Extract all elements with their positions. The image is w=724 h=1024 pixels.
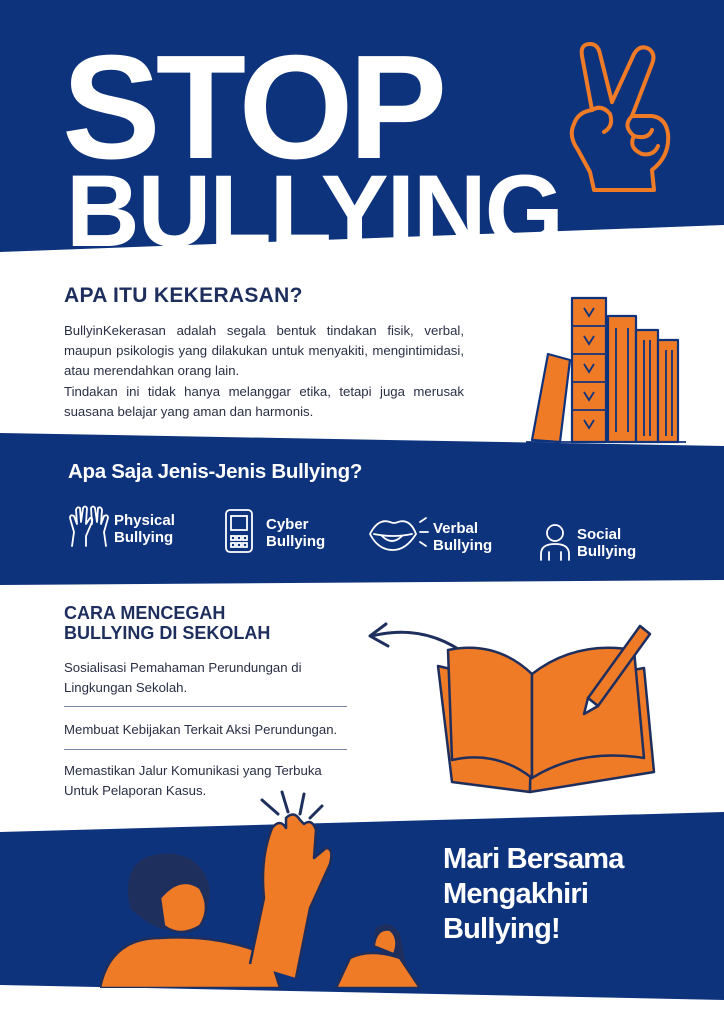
type-verbal-label	[433, 520, 492, 554]
about-heading: APA ITU KEKERASAN?	[64, 284, 303, 307]
phone-icon	[224, 508, 254, 554]
slogan-line1: Mari Bersama	[443, 843, 624, 875]
hero-title-stop: STOP	[62, 25, 443, 190]
about-paragraph-1: BullyinKekerasan adalah segala bentuk tindakan fisik, verbal, maupun psikologis yang dilakukan untuk menyakiti, mengintimidasi, atau merendahkan orang lain.	[64, 323, 464, 379]
type-physical-line1: Physical	[114, 512, 175, 529]
about-text	[64, 321, 464, 422]
type-social-line1: Social	[577, 526, 622, 543]
prevention-heading-line1: CARA MENCEGAH	[64, 603, 226, 623]
about-paragraph-2: Tindakan ini tidak hanya melanggar etika, tetapi juga merusak suasana belajar yang aman dan harmonis.	[64, 383, 464, 419]
peace-hand-icon	[548, 40, 688, 200]
hands-icon	[68, 504, 110, 548]
type-cyber-label	[266, 516, 325, 550]
high-five-icon	[100, 788, 430, 988]
type-social	[538, 520, 648, 564]
mouth-icon	[368, 514, 430, 554]
prevention-heading	[64, 603, 344, 643]
type-verbal-line2: Bullying	[433, 537, 493, 554]
slogan	[443, 842, 624, 947]
person-icon	[538, 522, 572, 562]
books-icon	[526, 292, 686, 444]
open-book-icon	[366, 610, 666, 800]
hero-title-bullying: BULLYING	[66, 154, 562, 268]
step-divider	[64, 749, 347, 750]
prevention-step-3: Memastikan Jalur Komunikasi yang Terbuka Untuk Pelaporan Kasus.	[64, 763, 322, 798]
prevention-step-1: Sosialisasi Pemahaman Perundungan di Lingkungan Sekolah.	[64, 660, 302, 695]
type-cyber-line2: Bullying	[266, 533, 326, 550]
prevention-step-2: Membuat Kebijakan Terkait Aksi Perundungan.	[64, 722, 338, 737]
type-physical	[68, 504, 208, 552]
prevention-heading-line2: BULLYING DI SEKOLAH	[64, 623, 271, 643]
step-divider	[64, 706, 347, 707]
type-cyber	[224, 508, 334, 556]
slogan-line3: Bullying!	[443, 913, 560, 945]
slogan-line2: Mengakhiri	[443, 878, 589, 910]
type-verbal-line1: Verbal	[433, 520, 479, 537]
type-verbal	[368, 512, 508, 560]
type-social-label	[577, 526, 636, 560]
type-cyber-line1: Cyber	[266, 516, 309, 533]
type-physical-label	[114, 512, 175, 546]
type-social-line2: Bullying	[577, 543, 637, 560]
types-heading: Apa Saja Jenis-Jenis Bullying?	[68, 460, 363, 483]
type-physical-line2: Bullying	[114, 529, 174, 546]
